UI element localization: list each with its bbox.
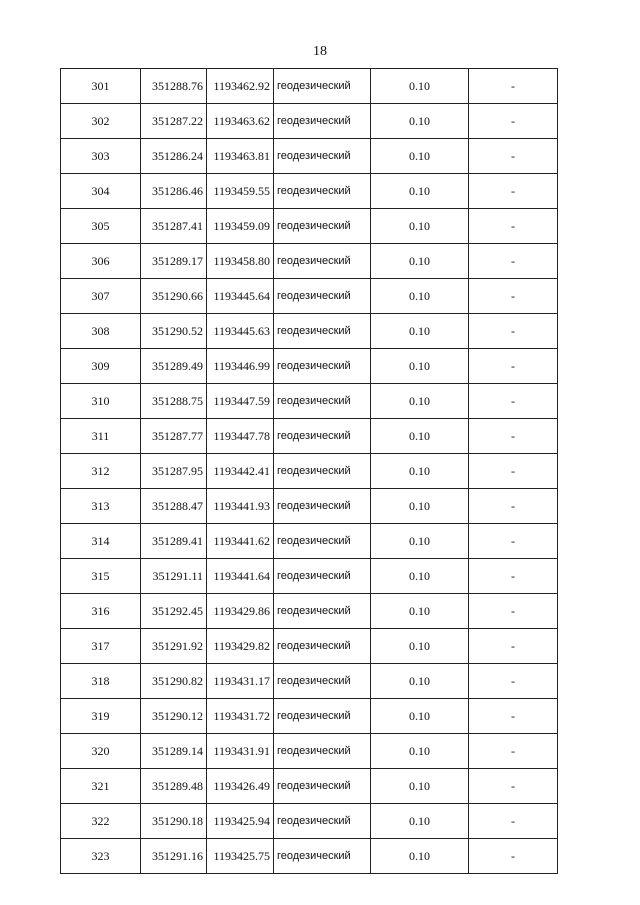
y-coordinate-cell: 1193445.63	[207, 314, 274, 349]
note-cell: -	[469, 524, 558, 559]
accuracy-cell: 0.10	[371, 384, 469, 419]
note-cell: -	[469, 489, 558, 524]
note-cell: -	[469, 244, 558, 279]
x-coordinate-cell: 351288.47	[141, 489, 207, 524]
point-number-cell: 309	[61, 349, 141, 384]
accuracy-cell: 0.10	[371, 349, 469, 384]
point-number-cell: 313	[61, 489, 141, 524]
note-cell: -	[469, 104, 558, 139]
note-cell: -	[469, 314, 558, 349]
accuracy-cell: 0.10	[371, 559, 469, 594]
accuracy-cell: 0.10	[371, 69, 469, 104]
point-number-cell: 316	[61, 594, 141, 629]
note-cell: -	[469, 139, 558, 174]
y-coordinate-cell: 1193425.94	[207, 804, 274, 839]
method-cell: геодезический	[274, 769, 371, 804]
y-coordinate-cell: 1193458.80	[207, 244, 274, 279]
point-number-cell: 322	[61, 804, 141, 839]
method-cell: геодезический	[274, 699, 371, 734]
note-cell: -	[469, 769, 558, 804]
point-number-cell: 312	[61, 454, 141, 489]
x-coordinate-cell: 351287.77	[141, 419, 207, 454]
point-number-cell: 321	[61, 769, 141, 804]
point-number-cell: 301	[61, 69, 141, 104]
x-coordinate-cell: 351286.46	[141, 174, 207, 209]
method-cell: геодезический	[274, 209, 371, 244]
point-number-cell: 314	[61, 524, 141, 559]
accuracy-cell: 0.10	[371, 139, 469, 174]
accuracy-cell: 0.10	[371, 839, 469, 874]
y-coordinate-cell: 1193463.62	[207, 104, 274, 139]
method-cell: геодезический	[274, 349, 371, 384]
table-row	[61, 69, 558, 104]
y-coordinate-cell: 1193462.92	[207, 69, 274, 104]
point-number-cell: 311	[61, 419, 141, 454]
table-row	[61, 489, 558, 524]
y-coordinate-cell: 1193441.93	[207, 489, 274, 524]
point-number-cell: 306	[61, 244, 141, 279]
y-coordinate-cell: 1193429.86	[207, 594, 274, 629]
method-cell: геодезический	[274, 69, 371, 104]
note-cell: -	[469, 629, 558, 664]
table-row	[61, 699, 558, 734]
note-cell: -	[469, 69, 558, 104]
method-cell: геодезический	[274, 804, 371, 839]
point-number-cell: 302	[61, 104, 141, 139]
table-row	[61, 769, 558, 804]
x-coordinate-cell: 351290.66	[141, 279, 207, 314]
accuracy-cell: 0.10	[371, 174, 469, 209]
x-coordinate-cell: 351290.52	[141, 314, 207, 349]
method-cell: геодезический	[274, 454, 371, 489]
note-cell: -	[469, 419, 558, 454]
method-cell: геодезический	[274, 524, 371, 559]
x-coordinate-cell: 351291.92	[141, 629, 207, 664]
table-row	[61, 734, 558, 769]
x-coordinate-cell: 351289.48	[141, 769, 207, 804]
x-coordinate-cell: 351289.49	[141, 349, 207, 384]
y-coordinate-cell: 1193446.99	[207, 349, 274, 384]
table-row	[61, 244, 558, 279]
accuracy-cell: 0.10	[371, 419, 469, 454]
table-row	[61, 314, 558, 349]
point-number-cell: 319	[61, 699, 141, 734]
x-coordinate-cell: 351287.22	[141, 104, 207, 139]
accuracy-cell: 0.10	[371, 664, 469, 699]
table-row	[61, 209, 558, 244]
point-number-cell: 315	[61, 559, 141, 594]
table-row	[61, 349, 558, 384]
accuracy-cell: 0.10	[371, 314, 469, 349]
note-cell: -	[469, 839, 558, 874]
note-cell: -	[469, 594, 558, 629]
method-cell: геодезический	[274, 594, 371, 629]
page-number: 18	[313, 44, 327, 59]
accuracy-cell: 0.10	[371, 104, 469, 139]
accuracy-cell: 0.10	[371, 454, 469, 489]
x-coordinate-cell: 351290.82	[141, 664, 207, 699]
table-row	[61, 104, 558, 139]
x-coordinate-cell: 351286.24	[141, 139, 207, 174]
note-cell: -	[469, 209, 558, 244]
table-row	[61, 524, 558, 559]
table-row	[61, 839, 558, 874]
coordinates-table	[60, 68, 558, 874]
note-cell: -	[469, 349, 558, 384]
y-coordinate-cell: 1193426.49	[207, 769, 274, 804]
point-number-cell: 310	[61, 384, 141, 419]
x-coordinate-cell: 351290.12	[141, 699, 207, 734]
x-coordinate-cell: 351288.76	[141, 69, 207, 104]
y-coordinate-cell: 1193445.64	[207, 279, 274, 314]
accuracy-cell: 0.10	[371, 279, 469, 314]
method-cell: геодезический	[274, 419, 371, 454]
accuracy-cell: 0.10	[371, 769, 469, 804]
method-cell: геодезический	[274, 559, 371, 594]
coordinates-table-body	[61, 69, 558, 874]
point-number-cell: 308	[61, 314, 141, 349]
table-row	[61, 384, 558, 419]
accuracy-cell: 0.10	[371, 629, 469, 664]
y-coordinate-cell: 1193429.82	[207, 629, 274, 664]
point-number-cell: 307	[61, 279, 141, 314]
y-coordinate-cell: 1193442.41	[207, 454, 274, 489]
note-cell: -	[469, 664, 558, 699]
note-cell: -	[469, 384, 558, 419]
y-coordinate-cell: 1193459.55	[207, 174, 274, 209]
table-row	[61, 454, 558, 489]
x-coordinate-cell: 351290.18	[141, 804, 207, 839]
table-row	[61, 804, 558, 839]
x-coordinate-cell: 351289.17	[141, 244, 207, 279]
table-row	[61, 594, 558, 629]
method-cell: геодезический	[274, 489, 371, 524]
method-cell: геодезический	[274, 839, 371, 874]
table-row	[61, 419, 558, 454]
method-cell: геодезический	[274, 139, 371, 174]
method-cell: геодезический	[274, 174, 371, 209]
x-coordinate-cell: 351288.75	[141, 384, 207, 419]
y-coordinate-cell: 1193431.91	[207, 734, 274, 769]
accuracy-cell: 0.10	[371, 804, 469, 839]
method-cell: геодезический	[274, 104, 371, 139]
table-row	[61, 139, 558, 174]
x-coordinate-cell: 351287.95	[141, 454, 207, 489]
table-row	[61, 629, 558, 664]
y-coordinate-cell: 1193431.72	[207, 699, 274, 734]
x-coordinate-cell: 351287.41	[141, 209, 207, 244]
accuracy-cell: 0.10	[371, 734, 469, 769]
accuracy-cell: 0.10	[371, 594, 469, 629]
table-row	[61, 174, 558, 209]
point-number-cell: 317	[61, 629, 141, 664]
point-number-cell: 323	[61, 839, 141, 874]
method-cell: геодезический	[274, 244, 371, 279]
accuracy-cell: 0.10	[371, 699, 469, 734]
y-coordinate-cell: 1193447.59	[207, 384, 274, 419]
point-number-cell: 318	[61, 664, 141, 699]
method-cell: геодезический	[274, 279, 371, 314]
accuracy-cell: 0.10	[371, 524, 469, 559]
x-coordinate-cell: 351292.45	[141, 594, 207, 629]
y-coordinate-cell: 1193463.81	[207, 139, 274, 174]
method-cell: геодезический	[274, 664, 371, 699]
table-row	[61, 664, 558, 699]
table-row	[61, 279, 558, 314]
y-coordinate-cell: 1193425.75	[207, 839, 274, 874]
note-cell: -	[469, 804, 558, 839]
accuracy-cell: 0.10	[371, 209, 469, 244]
y-coordinate-cell: 1193441.62	[207, 524, 274, 559]
method-cell: геодезический	[274, 314, 371, 349]
y-coordinate-cell: 1193431.17	[207, 664, 274, 699]
point-number-cell: 303	[61, 139, 141, 174]
method-cell: геодезический	[274, 384, 371, 419]
point-number-cell: 320	[61, 734, 141, 769]
note-cell: -	[469, 559, 558, 594]
point-number-cell: 304	[61, 174, 141, 209]
y-coordinate-cell: 1193447.78	[207, 419, 274, 454]
note-cell: -	[469, 454, 558, 489]
x-coordinate-cell: 351291.11	[141, 559, 207, 594]
note-cell: -	[469, 734, 558, 769]
y-coordinate-cell: 1193459.09	[207, 209, 274, 244]
method-cell: геодезический	[274, 629, 371, 664]
accuracy-cell: 0.10	[371, 244, 469, 279]
x-coordinate-cell: 351291.16	[141, 839, 207, 874]
method-cell: геодезический	[274, 734, 371, 769]
x-coordinate-cell: 351289.14	[141, 734, 207, 769]
x-coordinate-cell: 351289.41	[141, 524, 207, 559]
note-cell: -	[469, 174, 558, 209]
note-cell: -	[469, 279, 558, 314]
table-row	[61, 559, 558, 594]
point-number-cell: 305	[61, 209, 141, 244]
note-cell: -	[469, 699, 558, 734]
y-coordinate-cell: 1193441.64	[207, 559, 274, 594]
accuracy-cell: 0.10	[371, 489, 469, 524]
